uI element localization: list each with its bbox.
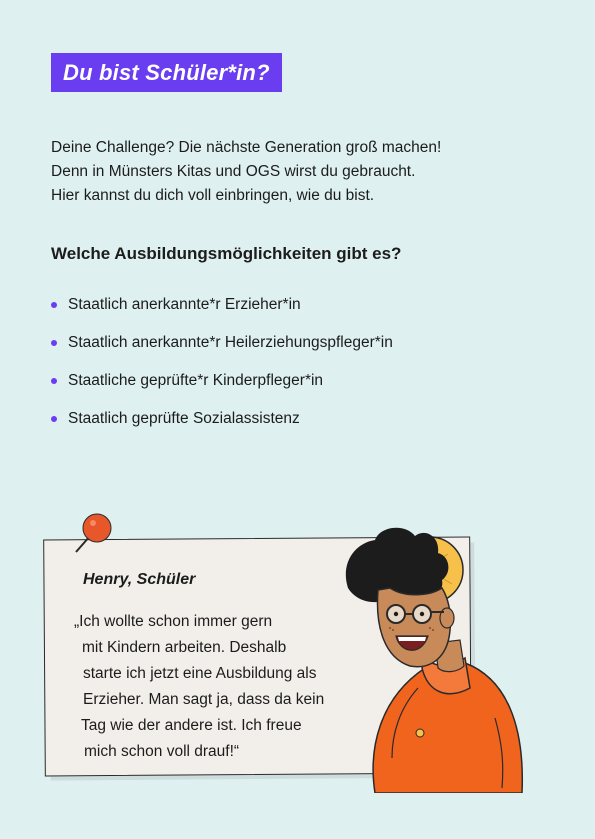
bullet-icon: [51, 416, 57, 422]
quote-line: Erzieher. Man sagt ja, dass da kein: [83, 691, 325, 708]
bullet-icon: [51, 302, 57, 308]
list-item-label: Staatlich anerkannte*r Erzieher*in: [68, 296, 301, 313]
list-item-label: Staatlich geprüfte Sozialassistenz: [68, 410, 300, 427]
list-item: [51, 324, 393, 362]
list-item: [51, 362, 393, 400]
intro-line: Denn in Münsters Kitas und OGS wirst du gebraucht.: [51, 163, 416, 180]
list-item-label: Staatliche geprüfte*r Kinderpfleger*in: [68, 372, 324, 389]
quote-author: Henry, Schüler: [83, 571, 196, 588]
page-title-badge: [51, 53, 282, 92]
bullet-icon: [51, 378, 57, 384]
quote-text: [74, 609, 364, 765]
bullet-icon: [51, 340, 57, 346]
page-title: Du bist Schüler*in?: [63, 59, 270, 85]
list-item: [51, 400, 393, 438]
list-item: [51, 286, 393, 324]
quote-line: Tag wie der andere ist. Ich freue: [81, 717, 302, 734]
quote-line: starte ich jetzt eine Ausbildung als: [83, 665, 317, 682]
intro-line: Hier kannst du dich voll einbringen, wie du bist.: [51, 187, 375, 204]
intro-line: Deine Challenge? Die nächste Generation groß machen!: [51, 139, 442, 156]
intro-paragraph: [51, 136, 531, 208]
training-heading: Welche Ausbildungsmöglichkeiten gibt es?: [51, 244, 402, 263]
list-item-label: Staatlich anerkannte*r Heilerziehungspfleger*in: [68, 334, 393, 351]
quote-line: „Ich wollte schon immer gern: [74, 613, 273, 630]
quote-line: mich schon voll drauf!“: [84, 743, 240, 760]
training-options-list: [51, 286, 393, 438]
student-illustration: [330, 518, 530, 793]
pushpin-icon: [70, 512, 116, 558]
quote-line: mit Kindern arbeiten. Deshalb: [82, 639, 287, 656]
